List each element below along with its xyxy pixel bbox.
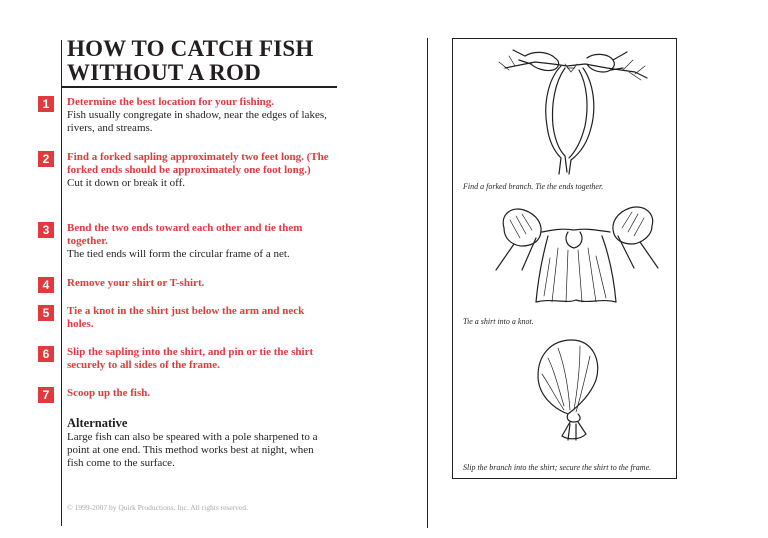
forked-branch-illustration	[495, 48, 655, 176]
figure-caption-2: Tie a shirt into a knot.	[463, 317, 534, 326]
step-heading: Remove your shirt or T-shirt.	[67, 277, 205, 289]
step-heading: Slip the sapling into the shirt, and pin or tie the shirt securely to all sides of the frame.	[67, 346, 314, 371]
step-number-badge: 3	[38, 222, 54, 238]
step-number-badge: 7	[38, 387, 54, 403]
column-divider	[427, 38, 428, 528]
step-heading: Determine the best location for your fishing.	[67, 96, 275, 108]
step-body: Cut it down or break it off.	[67, 177, 186, 189]
column-vertical-rule	[61, 86, 62, 526]
step-heading: Find a forked sapling approximately two feet long. (The forked ends should be approximately one foot long.)	[67, 151, 329, 176]
step-heading: Scoop up the fish.	[67, 387, 151, 399]
alternative-text: Large fish can also be speared with a pole sharpened to a point at one end. This method works best at night, when fish come to the surface.	[67, 431, 318, 469]
page-title: HOW TO CATCH FISH WITHOUT A ROD	[67, 36, 314, 85]
step-text	[67, 151, 329, 190]
figure-caption-1: Find a forked branch. Tie the ends together.	[463, 182, 604, 191]
step-number-badge: 4	[38, 277, 54, 293]
step-text	[67, 222, 329, 261]
step-text	[67, 305, 329, 331]
step-text	[67, 387, 329, 400]
alternative-section	[67, 416, 332, 470]
step-heading: Tie a knot in the shirt just below the arm and neck holes.	[67, 305, 305, 330]
step-body: The tied ends will form the circular frame of a net.	[67, 248, 290, 260]
step-heading: Bend the two ends toward each other and tie them together.	[67, 222, 303, 247]
step-text	[67, 96, 329, 135]
step-number-badge: 6	[38, 346, 54, 362]
title-underline	[61, 86, 337, 88]
step-number-badge: 2	[38, 151, 54, 167]
step-body: Fish usually congregate in shadow, near the edges of lakes, rivers, and streams.	[67, 109, 327, 134]
step-number-badge: 5	[38, 305, 54, 321]
shirt-knot-illustration	[492, 198, 662, 308]
alternative-title: Alternative	[67, 416, 128, 430]
step-text	[67, 277, 329, 290]
net-frame-illustration	[532, 336, 612, 446]
figure-caption-3: Slip the branch into the shirt; secure the shirt to the frame.	[463, 463, 652, 472]
step-number-badge: 1	[38, 96, 54, 112]
copyright-notice: © 1999-2007 by Quirk Productions, Inc. All rights reserved.	[67, 503, 248, 512]
step-text	[67, 346, 329, 372]
